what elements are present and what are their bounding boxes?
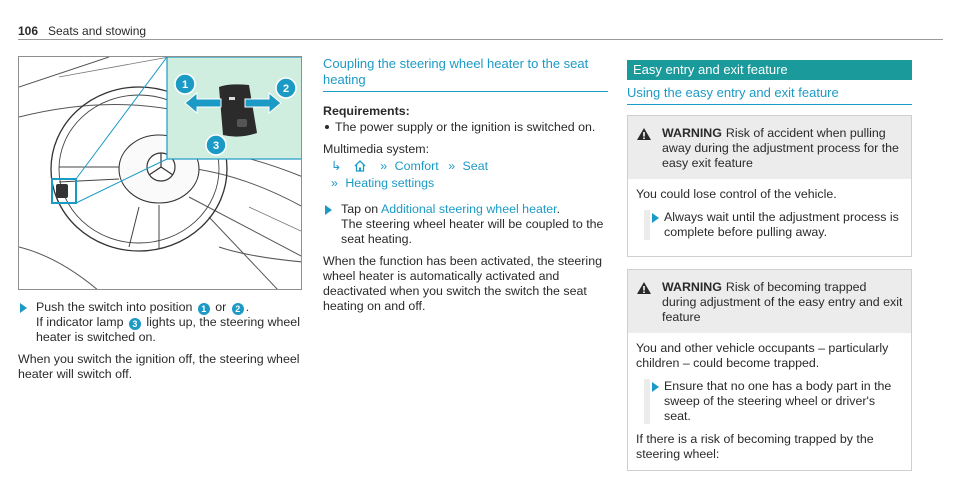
subheading: Using the easy entry and exit feature (627, 85, 912, 105)
menu-path (323, 159, 608, 193)
callout-ref-2: 2 (232, 303, 244, 315)
warning-box-1 (627, 115, 912, 257)
column-2 (323, 56, 608, 321)
svg-text:2: 2 (282, 83, 290, 95)
warning-label: WARNING (662, 280, 722, 294)
warning-tail: If there is a risk of becoming trapped by the steering wheel: (636, 432, 874, 461)
page-header (18, 24, 943, 40)
warning-body: You could lose control of the vehicle. (636, 187, 837, 201)
warning-body: You and other vehicle occupants – particularly children – could become trapped. (636, 341, 889, 370)
warning-action: Ensure that no one has a body part in the sweep of the steering wheel or driver's seat. (644, 379, 903, 424)
chevron-icon: » (331, 176, 338, 190)
warning-box-2 (627, 269, 912, 471)
warning-title: Risk of becoming trapped during adjustment of the easy entry and exit feature (662, 280, 903, 324)
menu-item-seat[interactable]: Seat (462, 159, 489, 173)
callout-ref-1: 1 (198, 303, 210, 315)
paragraph: When you switch the ignition off, the steering wheel heater will switch off. (18, 352, 300, 381)
step-arrow-icon (652, 213, 659, 223)
paragraph: When the function has been activated, the steering wheel heater is automatically activated and deactivated when you switch the switch the seat heating on and off. (323, 254, 602, 313)
steering-wheel-illustration (18, 56, 302, 290)
multimedia-label: Multimedia system: (323, 142, 430, 156)
warning-title: Risk of accident when pulling away during the adjustment process for the easy exit feature (662, 126, 899, 170)
callout-2 (276, 78, 296, 98)
step-arrow-icon (325, 205, 332, 215)
additional-heater-link[interactable]: Additional steering wheel heater (380, 202, 557, 216)
column-3 (627, 60, 912, 480)
svg-text:3: 3 (212, 140, 220, 152)
instruction-step: Tap on Additional steering wheel heater. The steering wheel heater will be coupled to the seat heating. (323, 202, 608, 247)
warning-triangle-icon (636, 281, 652, 295)
chevron-icon: » (448, 159, 456, 173)
menu-arrow-icon: ↳ (331, 159, 342, 173)
svg-text:1: 1 (181, 79, 189, 91)
warning-label: WARNING (662, 126, 722, 140)
warning-action: Always wait until the adjustment process is complete before pulling away. (644, 210, 903, 240)
instruction-step: Push the switch into position 1 or 2 . If indicator lamp 3 lights up, the steering wheel heater is switched on. (18, 300, 303, 345)
callout-3 (206, 135, 226, 155)
page-number: 106 (18, 24, 39, 38)
callout-ref-3: 3 (129, 318, 141, 330)
warning-triangle-icon (636, 127, 652, 141)
column-1 (18, 300, 303, 389)
menu-item-heating-settings[interactable]: Heating settings (345, 176, 435, 190)
callout-1 (175, 74, 195, 94)
section-title: Seats and stowing (48, 24, 147, 38)
requirements-title: Requirements: (323, 104, 410, 118)
cockpit-drawing (19, 57, 302, 290)
step-arrow-icon (20, 303, 27, 313)
menu-item-comfort[interactable]: Comfort (394, 159, 439, 173)
chevron-icon: » (380, 159, 388, 173)
section-heading: Coupling the steering wheel heater to the seat heating (323, 56, 608, 92)
step-arrow-icon (652, 382, 659, 392)
home-icon (353, 159, 367, 173)
requirement-item: The power supply or the ignition is switched on. (323, 120, 608, 135)
section-bar-title: Easy entry and exit feature (627, 60, 912, 80)
